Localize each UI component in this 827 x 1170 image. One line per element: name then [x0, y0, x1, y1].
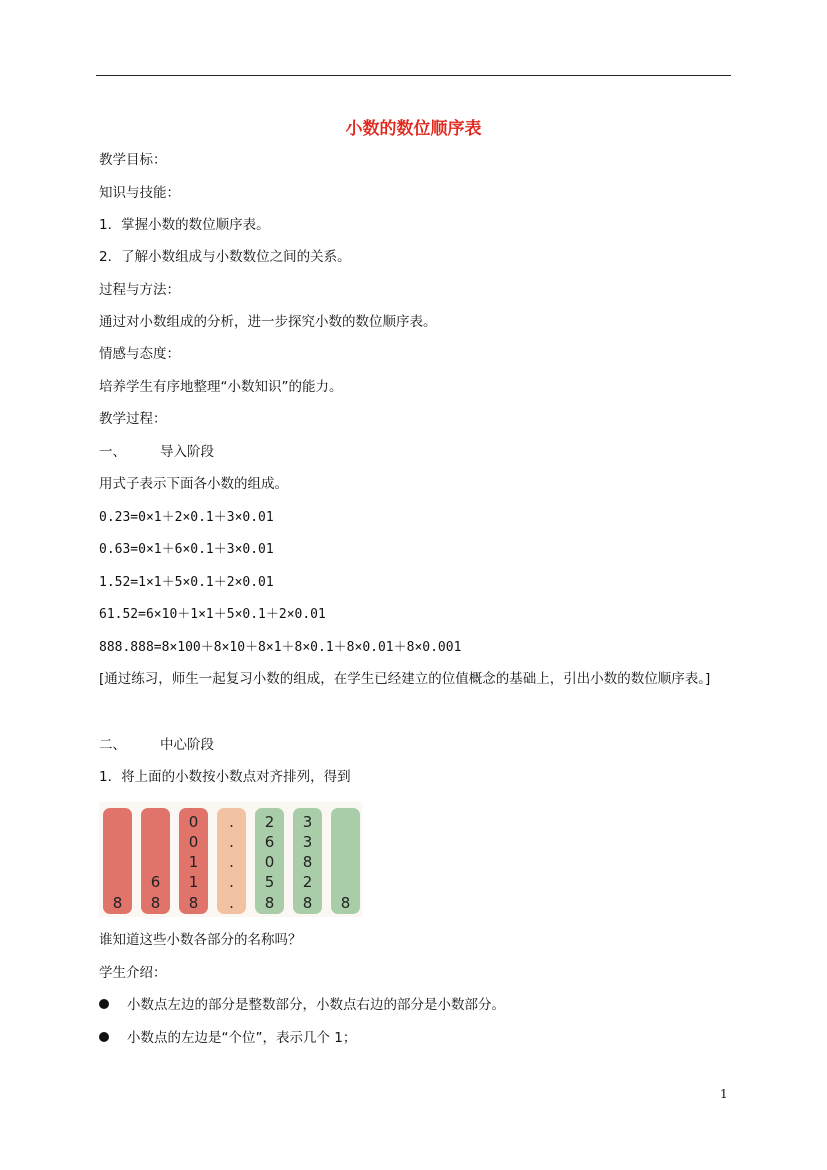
- bullet-dot-icon: [99, 1032, 109, 1042]
- equation-4: 61.52=6×10＋1×1＋5×0.1＋2×0.01: [99, 607, 326, 622]
- digit-label: 5: [264, 873, 275, 891]
- bullet-text-1: 小数点左边的部分是整数部分，小数点右边的部分是小数部分。: [127, 997, 505, 1013]
- header-rule: [96, 75, 731, 76]
- students-intro: 学生介绍：: [99, 965, 167, 981]
- section-heading-knowledge: 知识与技能：: [99, 185, 180, 201]
- page-title: 小数的数位顺序表: [345, 119, 482, 139]
- teaching-note: [通过练习，师生一起复习小数的组成，在学生已经建立的位值概念的基础上，引出小数的数位顺序表。]: [99, 671, 711, 687]
- digit-label: 2: [264, 813, 275, 831]
- section-heading-teaching: 教学过程：: [99, 411, 167, 427]
- digit-label: 8: [150, 894, 161, 912]
- stage-2-heading: [99, 736, 214, 754]
- digit-label: .: [229, 873, 234, 891]
- equation-1: 0.23=0×1＋2×0.1＋3×0.01: [99, 510, 274, 525]
- digit-label: 8: [188, 894, 199, 912]
- digit-label: 6: [150, 873, 161, 891]
- digit-label: 0: [264, 853, 275, 871]
- knowledge-item-1: 1．掌握小数的数位顺序表。: [99, 217, 270, 233]
- bullet-item-1: [99, 996, 505, 1014]
- digit-label: .: [229, 833, 234, 851]
- stage-1-number: 一、: [99, 444, 126, 460]
- stage-2-item-1: 1．将上面的小数按小数点对齐排列，得到: [99, 769, 351, 785]
- stage-2-title: 中心阶段: [160, 737, 214, 753]
- process-item: 通过对小数组成的分析，进一步探究小数的数位顺序表。: [99, 314, 437, 330]
- bullet-text-2: 小数点的左边是“个位”，表示几个 1；: [127, 1030, 357, 1046]
- bullet-dot-icon: [99, 999, 109, 1009]
- digit-label: 0: [188, 813, 199, 831]
- digit-label: 8: [340, 894, 351, 912]
- digit-label: 8: [112, 894, 123, 912]
- page-number: 1: [720, 1087, 728, 1101]
- digit-label: 3: [302, 833, 313, 851]
- digit-label: .: [229, 853, 234, 871]
- stage-1-title: 导入阶段: [160, 444, 214, 460]
- digit-label: 1: [188, 853, 199, 871]
- section-heading-emotion: 情感与态度：: [99, 346, 180, 362]
- section-heading-goal: 教学目标：: [99, 152, 167, 168]
- digit-label: 0: [188, 833, 199, 851]
- emotion-item: 培养学生有序地整理“小数知识”的能力。: [99, 379, 343, 395]
- digit-label: .: [229, 813, 234, 831]
- section-heading-process: 过程与方法：: [99, 282, 180, 298]
- equation-2: 0.63=0×1＋6×0.1＋3×0.01: [99, 542, 274, 557]
- digit-label: 1: [188, 873, 199, 891]
- bullet-item-2: [99, 1029, 356, 1047]
- equation-3: 1.52=1×1＋5×0.1＋2×0.01: [99, 575, 274, 590]
- stage-1-intro: 用式子表示下面各小数的组成。: [99, 476, 288, 492]
- digit-label: 3: [302, 813, 313, 831]
- stage-2-number: 二、: [99, 737, 126, 753]
- digit-label: 8: [264, 894, 275, 912]
- digit-label: .: [229, 894, 234, 912]
- digit-label: 8: [302, 853, 313, 871]
- equation-5: 888.888=8×100＋8×10＋8×1＋8×0.1＋8×0.01＋8×0.001: [99, 640, 462, 655]
- knowledge-item-2: 2．了解小数组成与小数数位之间的关系。: [99, 249, 351, 265]
- question-line: 谁知道这些小数各部分的名称吗？: [99, 932, 302, 948]
- stage-1-heading: [99, 443, 214, 461]
- decimal-alignment-figure: [99, 802, 362, 917]
- digit-label: 8: [302, 894, 313, 912]
- digit-label: 2: [302, 873, 313, 891]
- digit-label: 6: [264, 833, 275, 851]
